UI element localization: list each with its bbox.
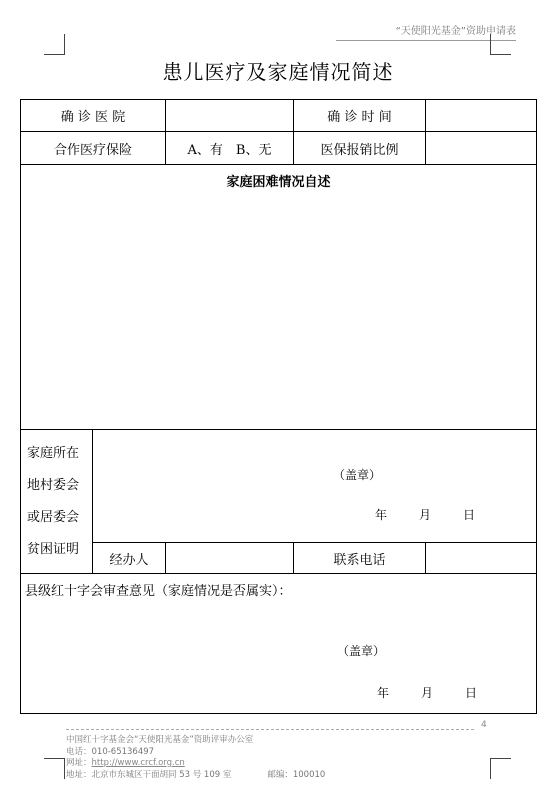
hospital-label: 确 诊 医 院 (21, 100, 166, 132)
narrative-section[interactable] (21, 165, 537, 430)
village-date-year: 年 (375, 508, 388, 522)
footer-web-link[interactable]: http://www.crcf.org.cn (91, 758, 185, 768)
village-date-day: 日 (463, 508, 476, 522)
review-question: 县级红十字会审查意见（家庭情况是否属实）： (25, 584, 292, 599)
narrative-label: 家庭困难情况自述 (226, 175, 331, 190)
page-title: 患儿医疗及家庭情况简述 (162, 60, 394, 84)
village-stamp-area[interactable] (93, 430, 537, 543)
crop-mark-top-right (490, 34, 511, 55)
village-label-line-3: 或居委会 (27, 510, 80, 525)
crop-mark-bottom-right (490, 758, 511, 779)
diagnosis-time-label: 确 诊 时 间 (294, 100, 426, 132)
hospital-field[interactable] (166, 100, 294, 132)
insurance-options[interactable]: A、有 B、无 (166, 132, 294, 165)
footer-org: 中国红十字基金会“天使阳光基金”资助评审办公室 (66, 735, 254, 745)
footer-divider (66, 729, 474, 730)
review-date-month: 月 (421, 686, 434, 700)
review-date-day: 日 (465, 686, 478, 700)
phone-label: 联系电话 (294, 543, 426, 574)
phone-field[interactable] (426, 543, 537, 574)
page-number: 4 (481, 720, 487, 730)
handler-label: 经办人 (93, 543, 166, 574)
village-label-line-1: 家庭所在 (27, 446, 80, 461)
review-stamp-text: （盖章） (337, 644, 386, 658)
footer (66, 735, 325, 781)
village-date (375, 506, 507, 523)
application-form-table (20, 99, 537, 714)
footer-phone: 电话：010-65136497 (66, 746, 155, 757)
diagnosis-time-field[interactable] (426, 100, 537, 132)
footer-address: 地址：北京市东城区干面胡同 53 号 109 室 (66, 769, 232, 780)
crop-mark-top-left (44, 34, 65, 55)
crop-mark-bottom-left (44, 758, 65, 779)
footer-zip: 邮编：100010 (267, 769, 326, 780)
village-label-line-4: 贫困证明 (27, 542, 80, 557)
review-section[interactable] (21, 574, 537, 714)
village-date-month: 月 (419, 508, 432, 522)
handler-field[interactable] (166, 543, 294, 574)
header-subtitle: “天使阳光基金”资助申请表 (336, 22, 516, 41)
review-date-year: 年 (377, 686, 390, 700)
review-date (377, 684, 509, 701)
footer-address-line (66, 770, 325, 782)
reimbursement-field[interactable] (426, 132, 537, 165)
footer-web-label: 网址： (66, 758, 92, 768)
footer-web (66, 758, 325, 770)
village-stamp-text: （盖章） (333, 468, 382, 482)
village-certificate-label (21, 430, 93, 574)
insurance-label: 合作医疗保险 (21, 132, 166, 165)
village-label-line-2: 地村委会 (27, 478, 80, 493)
reimbursement-label: 医保报销比例 (294, 132, 426, 165)
